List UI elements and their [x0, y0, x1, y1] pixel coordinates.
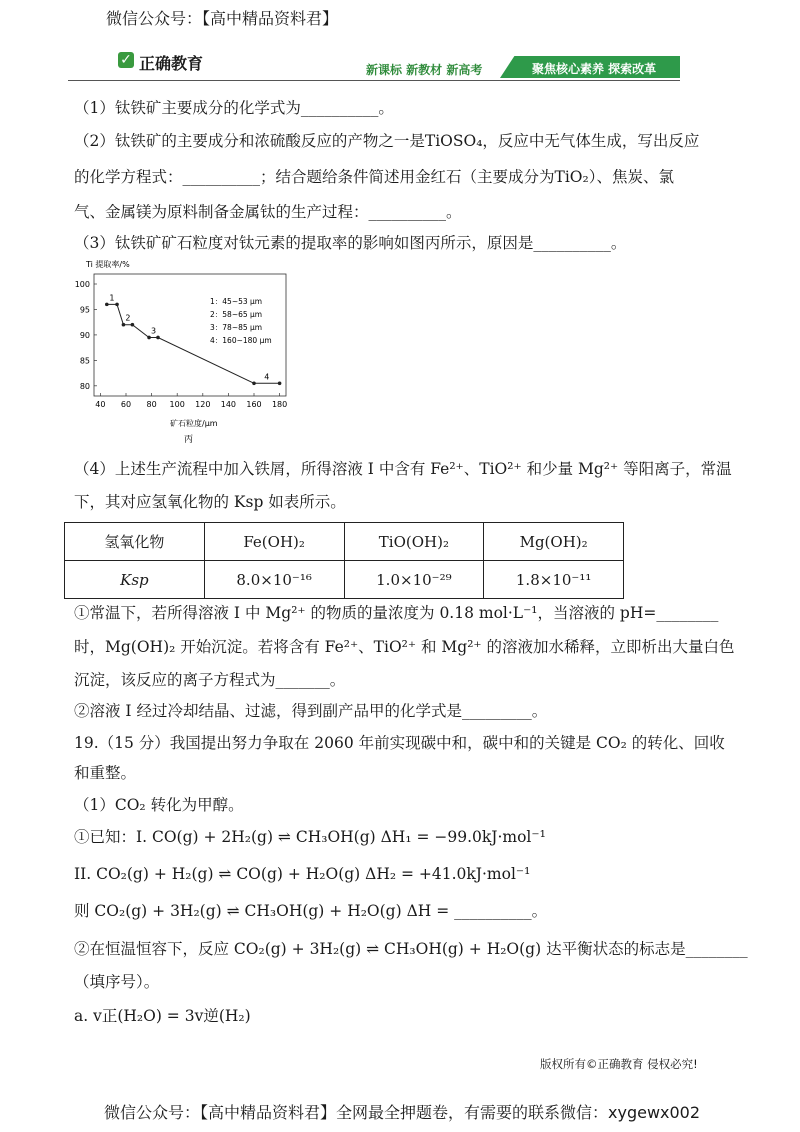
- table-header-cell: Mg(OH)₂: [484, 523, 624, 561]
- footer-banner: 微信公众号：【高中精品资料君】全网最全押题卷，有需要的联系微信：xygewx002: [104, 1103, 701, 1122]
- question-19-line-1: 19.（15 分）我国提出努力争取在 2060 年前实现碳中和，碳中和的关键是 CO₂ 的转化、回收: [74, 734, 725, 752]
- question-19-1: （1）CO₂ 转化为甲醇。: [74, 796, 244, 814]
- legend-entry: 4：160~180 μm: [210, 336, 272, 345]
- header-divider: [68, 80, 680, 81]
- top-banner: 微信公众号：【高中精品资料君】: [106, 9, 339, 28]
- equation-3: 则 CO₂(g) + 3H₂(g) ⇌ CH₃OH(g) + H₂O(g) ΔH = __________。: [74, 902, 548, 920]
- table-header-cell: Fe(OH)₂: [204, 523, 344, 561]
- question-3: （3）钛铁矿矿石粒度对钛元素的提取率的影响如图丙所示，原因是__________。: [74, 234, 627, 252]
- x-tick-label: 140: [220, 400, 237, 409]
- equation-2: II. CO₂(g) + H₂(g) ⇌ CO(g) + H₂O(g) ΔH₂ = +41.0kJ·mol⁻¹: [74, 865, 531, 883]
- chart-ylabel: Ti 提取率/%: [86, 260, 130, 269]
- point-label: 4: [264, 372, 270, 382]
- table-row: [65, 561, 624, 599]
- y-tick-label: 95: [79, 305, 90, 315]
- x-tick-label: 160: [246, 400, 262, 409]
- question-2-line-3: 气、金属镁为原料制备金属钛的生产过程：__________。: [74, 203, 462, 221]
- tagline: 新课标 新教材 新高考: [366, 63, 483, 77]
- legend-entry: 3：78~85 μm: [210, 323, 263, 332]
- slogan: 聚焦核心素养 探索改革: [532, 62, 657, 76]
- point-label: 3: [150, 326, 157, 336]
- data-point: [131, 323, 135, 327]
- x-tick-label: 120: [195, 400, 211, 409]
- copyright-notice: 版权所有©正确教育 侵权必究!: [540, 1057, 698, 1071]
- question-4-2: ②溶液 I 经过冷却结晶、过滤，得到副产品甲的化学式是_________。: [74, 702, 548, 720]
- x-tick-label: 80: [146, 400, 157, 409]
- question-19-line-2: 和重整。: [74, 764, 137, 782]
- question-4-1-line-2: 时，Mg(OH)₂ 开始沉淀。若将含有 Fe²⁺、TiO²⁺ 和 Mg²⁺ 的溶液加水稀释，立即析出大量白色: [74, 638, 735, 656]
- data-point: [278, 381, 282, 385]
- question-19-2-line-1: ②在恒温恒容下，反应 CO₂(g) + 3H₂(g) ⇌ CH₃OH(g) + H₂O(g) 达平衡状态的标志是________: [74, 940, 748, 958]
- question-4-1-line-1: ①常温下，若所得溶液 I 中 Mg²⁺ 的物质的量浓度为 0.18 mol·L⁻¹，当溶液的 pH=________: [74, 604, 719, 622]
- question-2-line-1: （2）钛铁矿的主要成分和浓硫酸反应的产物之一是TiOSO₄，反应中无气体生成，写出反应: [74, 132, 700, 150]
- question-4-line-1: （4）上述生产流程中加入铁屑，所得溶液 I 中含有 Fe²⁺、TiO²⁺ 和少量 Mg²⁺ 等阳离子，常温: [74, 460, 732, 478]
- chart-caption: 丙: [184, 435, 194, 445]
- x-tick-label: 60: [120, 400, 132, 409]
- table-cell: 8.0×10⁻¹⁶: [204, 561, 344, 599]
- point-label: 2: [125, 313, 131, 323]
- table-cell: 1.8×10⁻¹¹: [484, 561, 624, 599]
- question-4-line-2: 下，其对应氢氧化物的 Ksp 如表所示。: [74, 493, 346, 511]
- data-point: [147, 336, 151, 340]
- table-header-cell: TiO(OH)₂: [344, 523, 484, 561]
- data-point: [105, 303, 109, 307]
- y-tick-label: 100: [74, 280, 90, 289]
- table-cell: Ksp: [65, 561, 205, 599]
- check-logo-icon: ✓: [118, 52, 134, 68]
- question-2-line-2: 的化学方程式：__________；结合题给条件简述用金红石（主要成分为TiO₂）、焦炭、氯: [74, 168, 674, 186]
- equation-1: ①已知：I. CO(g) + 2H₂(g) ⇌ CH₃OH(g) ΔH₁ = −99.0kJ·mol⁻¹: [74, 828, 546, 846]
- y-tick-label: 80: [79, 381, 90, 391]
- question-19-2-line-2: （填序号）。: [74, 973, 160, 991]
- point-label: 1: [109, 293, 115, 303]
- question-4-1-line-3: 沉淀，该反应的离子方程式为_______。: [74, 671, 346, 689]
- x-tick-label: 180: [271, 400, 288, 409]
- legend-entry: 2：58~65 μm: [210, 310, 263, 319]
- legend-entry: 1：45~53 μm: [210, 297, 263, 306]
- data-point: [156, 336, 160, 340]
- table-header-cell: 氢氧化物: [65, 523, 205, 561]
- data-point: [122, 323, 126, 327]
- x-tick-label: 40: [95, 400, 106, 409]
- option-a: a. v正(H₂O) = 3v逆(H₂): [74, 1007, 251, 1025]
- x-tick-label: 100: [169, 400, 185, 409]
- extraction-rate-chart: [70, 256, 310, 452]
- chart-frame: [94, 274, 286, 396]
- chart-xlabel: 矿石粒度/μm: [170, 419, 218, 428]
- data-point: [115, 303, 119, 307]
- table-cell: 1.0×10⁻²⁹: [344, 561, 484, 599]
- data-point: [252, 381, 256, 385]
- logo-text: 正确教育: [139, 54, 204, 73]
- question-1: （1）钛铁矿主要成分的化学式为__________。: [74, 99, 394, 117]
- y-tick-label: 85: [79, 356, 90, 366]
- ksp-table: [64, 522, 624, 599]
- y-tick-label: 90: [79, 330, 90, 340]
- table-header-row: [65, 523, 624, 561]
